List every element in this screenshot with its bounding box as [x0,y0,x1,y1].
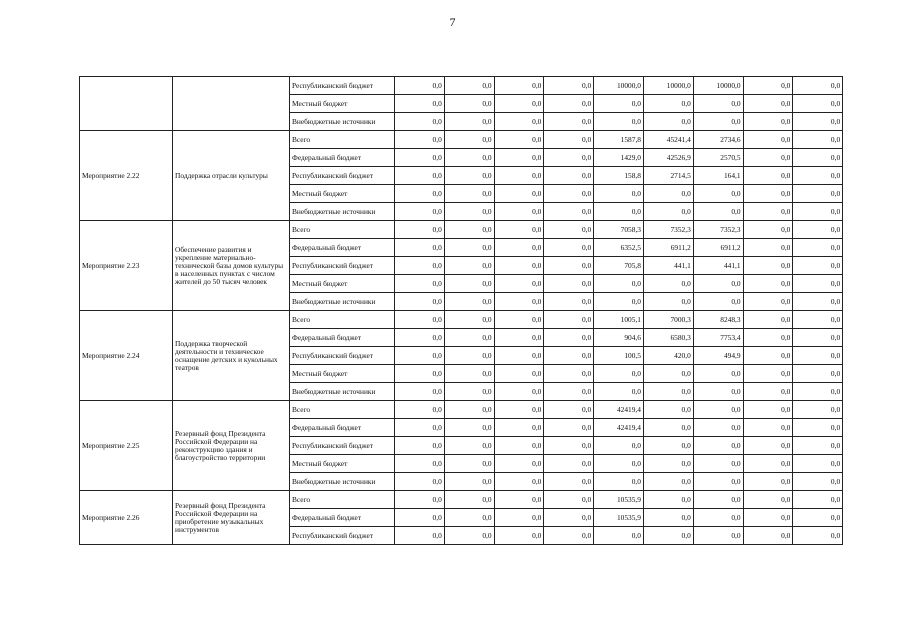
value-cell: 0,0 [643,527,693,545]
value-cell: 0,0 [594,365,644,383]
value-cell: 42419,4 [594,401,644,419]
funding-source-cell: Всего [290,311,395,329]
measure-cell: Мероприятие 2.25 [80,401,173,491]
value-cell: 0,0 [494,95,544,113]
value-cell: 0,0 [793,185,843,203]
value-cell: 0,0 [793,491,843,509]
value-cell: 0,0 [444,455,494,473]
value-cell: 0,0 [643,401,693,419]
value-cell: 0,0 [693,185,743,203]
measure-title-cell: Поддержка отрасли культуры [173,131,290,221]
value-cell: 0,0 [793,329,843,347]
value-cell: 0,0 [395,437,445,455]
funding-source-cell: Внебюджетные источники [290,203,395,221]
value-cell: 0,0 [444,239,494,257]
value-cell: 0,0 [395,527,445,545]
value-cell: 0,0 [793,383,843,401]
value-cell: 42419,4 [594,419,644,437]
value-cell: 0,0 [594,473,644,491]
measure-cell [80,77,173,131]
value-cell: 0,0 [594,455,644,473]
funding-source-cell: Республиканский бюджет [290,77,395,95]
value-cell: 0,0 [544,509,594,527]
value-cell: 0,0 [494,419,544,437]
value-cell: 0,0 [693,527,743,545]
value-cell: 0,0 [793,347,843,365]
value-cell: 0,0 [594,185,644,203]
value-cell: 705,8 [594,257,644,275]
value-cell: 0,0 [494,527,544,545]
value-cell: 0,0 [793,455,843,473]
value-cell: 0,0 [395,293,445,311]
value-cell: 0,0 [395,419,445,437]
value-cell: 0,0 [793,527,843,545]
value-cell: 0,0 [395,77,445,95]
value-cell: 0,0 [544,473,594,491]
value-cell: 7352,3 [693,221,743,239]
value-cell: 0,0 [793,239,843,257]
value-cell: 0,0 [793,113,843,131]
value-cell: 0,0 [494,167,544,185]
value-cell: 0,0 [793,473,843,491]
value-cell: 6580,3 [643,329,693,347]
value-cell: 0,0 [693,473,743,491]
value-cell: 0,0 [743,167,793,185]
value-cell: 0,0 [544,131,594,149]
value-cell: 0,0 [793,167,843,185]
value-cell: 0,0 [743,419,793,437]
value-cell: 0,0 [793,257,843,275]
value-cell: 0,0 [444,365,494,383]
value-cell: 0,0 [793,221,843,239]
value-cell: 0,0 [743,491,793,509]
value-cell: 0,0 [444,77,494,95]
value-cell: 0,0 [594,383,644,401]
value-cell: 0,0 [693,491,743,509]
value-cell: 0,0 [494,203,544,221]
value-cell: 0,0 [793,275,843,293]
value-cell: 0,0 [793,419,843,437]
value-cell: 0,0 [544,491,594,509]
value-cell: 0,0 [743,329,793,347]
value-cell: 0,0 [444,149,494,167]
value-cell: 0,0 [494,311,544,329]
measure-cell: Мероприятие 2.24 [80,311,173,401]
page-number: 7 [449,15,456,29]
funding-source-cell: Федеральный бюджет [290,239,395,257]
value-cell: 0,0 [494,329,544,347]
value-cell: 0,0 [444,293,494,311]
value-cell: 0,0 [544,437,594,455]
value-cell: 0,0 [693,419,743,437]
value-cell: 2734,6 [693,131,743,149]
budget-table-body [80,77,843,545]
value-cell: 0,0 [544,149,594,167]
value-cell: 0,0 [743,509,793,527]
value-cell: 0,0 [594,527,644,545]
value-cell: 0,0 [395,239,445,257]
value-cell: 0,0 [444,113,494,131]
value-cell: 7058,3 [594,221,644,239]
value-cell: 0,0 [743,149,793,167]
budget-table [79,76,843,545]
value-cell: 0,0 [395,185,445,203]
value-cell: 0,0 [494,473,544,491]
value-cell: 0,0 [444,311,494,329]
funding-source-cell: Федеральный бюджет [290,419,395,437]
value-cell: 0,0 [743,203,793,221]
value-cell: 904,6 [594,329,644,347]
value-cell: 0,0 [494,347,544,365]
funding-source-cell: Республиканский бюджет [290,437,395,455]
funding-source-cell: Всего [290,401,395,419]
value-cell: 0,0 [494,185,544,203]
value-cell: 0,0 [444,203,494,221]
value-cell: 0,0 [494,455,544,473]
value-cell: 0,0 [743,293,793,311]
funding-source-cell: Внебюджетные источники [290,473,395,491]
value-cell: 0,0 [494,365,544,383]
value-cell: 441,1 [643,257,693,275]
value-cell: 0,0 [544,95,594,113]
funding-source-cell: Местный бюджет [290,275,395,293]
value-cell: 0,0 [643,437,693,455]
value-cell: 100,5 [594,347,644,365]
value-cell: 10000,0 [594,77,644,95]
value-cell: 0,0 [793,401,843,419]
value-cell: 0,0 [693,383,743,401]
funding-source-cell: Всего [290,131,395,149]
value-cell: 1429,0 [594,149,644,167]
value-cell: 0,0 [395,473,445,491]
value-cell: 0,0 [743,185,793,203]
value-cell: 0,0 [494,221,544,239]
value-cell: 0,0 [793,95,843,113]
value-cell: 0,0 [743,473,793,491]
value-cell: 0,0 [693,455,743,473]
value-cell: 0,0 [494,437,544,455]
value-cell: 0,0 [395,131,445,149]
value-cell: 6911,2 [693,239,743,257]
value-cell: 0,0 [444,185,494,203]
value-cell: 0,0 [494,131,544,149]
value-cell: 10000,0 [693,77,743,95]
value-cell: 10000,0 [643,77,693,95]
value-cell: 0,0 [594,437,644,455]
value-cell: 0,0 [544,527,594,545]
funding-source-cell: Местный бюджет [290,455,395,473]
value-cell: 0,0 [743,77,793,95]
funding-source-cell: Всего [290,491,395,509]
value-cell: 0,0 [395,167,445,185]
value-cell: 0,0 [444,347,494,365]
value-cell: 8248,3 [693,311,743,329]
value-cell: 0,0 [643,293,693,311]
funding-source-cell: Местный бюджет [290,95,395,113]
value-cell: 0,0 [444,527,494,545]
measure-title-cell: Поддержка творческой деятельности и техническое оснащение детских и кукольных театров [173,311,290,401]
value-cell: 42526,9 [643,149,693,167]
funding-source-cell: Всего [290,221,395,239]
value-cell: 0,0 [444,491,494,509]
value-cell: 0,0 [444,257,494,275]
measure-cell: Мероприятие 2.26 [80,491,173,545]
value-cell: 0,0 [693,437,743,455]
value-cell: 0,0 [643,455,693,473]
value-cell: 0,0 [444,473,494,491]
value-cell: 0,0 [544,401,594,419]
value-cell: 0,0 [793,77,843,95]
value-cell: 0,0 [643,491,693,509]
value-cell: 0,0 [544,221,594,239]
value-cell: 0,0 [494,293,544,311]
value-cell: 0,0 [793,293,843,311]
value-cell: 0,0 [793,365,843,383]
value-cell: 0,0 [544,275,594,293]
value-cell: 0,0 [643,419,693,437]
value-cell: 0,0 [693,365,743,383]
funding-source-cell: Республиканский бюджет [290,257,395,275]
value-cell: 0,0 [743,113,793,131]
measure-title-cell [173,77,290,131]
value-cell: 0,0 [494,275,544,293]
value-cell: 1005,1 [594,311,644,329]
value-cell: 0,0 [444,401,494,419]
funding-source-cell: Федеральный бюджет [290,509,395,527]
value-cell: 0,0 [544,419,594,437]
value-cell: 0,0 [395,275,445,293]
funding-source-cell: Федеральный бюджет [290,149,395,167]
value-cell: 0,0 [693,401,743,419]
value-cell: 0,0 [793,203,843,221]
value-cell: 0,0 [494,401,544,419]
value-cell: 0,0 [793,149,843,167]
value-cell: 10535,9 [594,491,644,509]
funding-source-cell: Федеральный бюджет [290,329,395,347]
value-cell: 0,0 [395,221,445,239]
value-cell: 0,0 [693,113,743,131]
value-cell: 0,0 [594,95,644,113]
value-cell: 0,0 [444,419,494,437]
value-cell: 158,8 [594,167,644,185]
value-cell: 0,0 [395,383,445,401]
value-cell: 7000,3 [643,311,693,329]
value-cell: 0,0 [395,95,445,113]
value-cell: 0,0 [494,383,544,401]
value-cell: 0,0 [693,509,743,527]
table-row [80,401,843,419]
value-cell: 0,0 [693,275,743,293]
value-cell: 0,0 [395,401,445,419]
funding-source-cell: Внебюджетные источники [290,383,395,401]
value-cell: 0,0 [544,293,594,311]
value-cell: 0,0 [793,437,843,455]
value-cell: 0,0 [395,311,445,329]
value-cell: 0,0 [395,491,445,509]
value-cell: 2714,5 [643,167,693,185]
measure-title-cell: Резервный фонд Президента Российской Федерации на приобретение музыкальных инструментов [173,491,290,545]
value-cell: 0,0 [395,149,445,167]
value-cell: 1587,8 [594,131,644,149]
value-cell: 420,0 [643,347,693,365]
value-cell: 2570,5 [693,149,743,167]
value-cell: 0,0 [544,257,594,275]
value-cell: 164,1 [693,167,743,185]
value-cell: 0,0 [743,365,793,383]
value-cell: 0,0 [444,329,494,347]
value-cell: 0,0 [743,275,793,293]
value-cell: 0,0 [594,293,644,311]
funding-source-cell: Внебюджетные источники [290,113,395,131]
value-cell: 0,0 [743,455,793,473]
value-cell: 0,0 [743,347,793,365]
value-cell: 0,0 [544,311,594,329]
value-cell: 0,0 [494,509,544,527]
value-cell: 0,0 [743,401,793,419]
table-row [80,77,843,95]
value-cell: 0,0 [643,383,693,401]
value-cell: 0,0 [544,113,594,131]
value-cell: 0,0 [594,113,644,131]
value-cell: 494,9 [693,347,743,365]
value-cell: 0,0 [544,365,594,383]
value-cell: 0,0 [743,95,793,113]
measure-title-cell: Резервный фонд Президента Российской Федерации на реконструкцию здания и благоустройство территории [173,401,290,491]
value-cell: 0,0 [544,455,594,473]
value-cell: 441,1 [693,257,743,275]
table-row [80,221,843,239]
value-cell: 0,0 [743,221,793,239]
value-cell: 0,0 [444,383,494,401]
value-cell: 0,0 [743,527,793,545]
value-cell: 0,0 [395,509,445,527]
value-cell: 0,0 [544,347,594,365]
value-cell: 0,0 [395,347,445,365]
measure-title-cell: Обеспечение развития и укрепление материально-технической базы домов культуры в населенных пунктах с числом жителей до 50 тысяч человек [173,221,290,311]
value-cell: 0,0 [544,77,594,95]
value-cell: 0,0 [743,131,793,149]
value-cell: 0,0 [743,311,793,329]
value-cell: 0,0 [444,437,494,455]
value-cell: 0,0 [494,491,544,509]
value-cell: 10535,9 [594,509,644,527]
funding-source-cell: Республиканский бюджет [290,527,395,545]
value-cell: 0,0 [594,203,644,221]
value-cell: 45241,4 [643,131,693,149]
value-cell: 0,0 [793,509,843,527]
value-cell: 0,0 [544,203,594,221]
value-cell: 6352,5 [594,239,644,257]
funding-source-cell: Местный бюджет [290,185,395,203]
value-cell: 0,0 [444,167,494,185]
value-cell: 0,0 [743,383,793,401]
measure-cell: Мероприятие 2.23 [80,221,173,311]
value-cell: 0,0 [494,77,544,95]
value-cell: 0,0 [793,131,843,149]
funding-source-cell: Внебюджетные источники [290,293,395,311]
value-cell: 0,0 [444,131,494,149]
value-cell: 0,0 [643,185,693,203]
value-cell: 0,0 [444,221,494,239]
value-cell: 0,0 [594,275,644,293]
value-cell: 0,0 [643,95,693,113]
value-cell: 0,0 [643,275,693,293]
value-cell: 0,0 [544,239,594,257]
value-cell: 0,0 [494,257,544,275]
value-cell: 0,0 [395,113,445,131]
value-cell: 0,0 [693,293,743,311]
value-cell: 6911,2 [643,239,693,257]
value-cell: 0,0 [643,365,693,383]
value-cell: 0,0 [444,95,494,113]
value-cell: 0,0 [544,383,594,401]
value-cell: 0,0 [693,203,743,221]
value-cell: 0,0 [643,473,693,491]
value-cell: 0,0 [494,149,544,167]
value-cell: 0,0 [395,329,445,347]
funding-source-cell: Республиканский бюджет [290,347,395,365]
value-cell: 0,0 [643,509,693,527]
funding-source-cell: Местный бюджет [290,365,395,383]
value-cell: 0,0 [793,311,843,329]
value-cell: 7352,3 [643,221,693,239]
table-row [80,131,843,149]
value-cell: 0,0 [494,239,544,257]
value-cell: 0,0 [395,257,445,275]
value-cell: 0,0 [395,365,445,383]
value-cell: 0,0 [395,455,445,473]
table-row [80,311,843,329]
value-cell: 0,0 [395,203,445,221]
value-cell: 0,0 [444,275,494,293]
value-cell: 0,0 [743,257,793,275]
table-row [80,491,843,509]
value-cell: 0,0 [544,167,594,185]
value-cell: 0,0 [743,239,793,257]
value-cell: 0,0 [643,113,693,131]
value-cell: 0,0 [494,113,544,131]
value-cell: 0,0 [743,437,793,455]
measure-cell: Мероприятие 2.22 [80,131,173,221]
value-cell: 7753,4 [693,329,743,347]
value-cell: 0,0 [544,329,594,347]
value-cell: 0,0 [693,95,743,113]
value-cell: 0,0 [444,509,494,527]
value-cell: 0,0 [643,203,693,221]
value-cell: 0,0 [544,185,594,203]
funding-source-cell: Республиканский бюджет [290,167,395,185]
